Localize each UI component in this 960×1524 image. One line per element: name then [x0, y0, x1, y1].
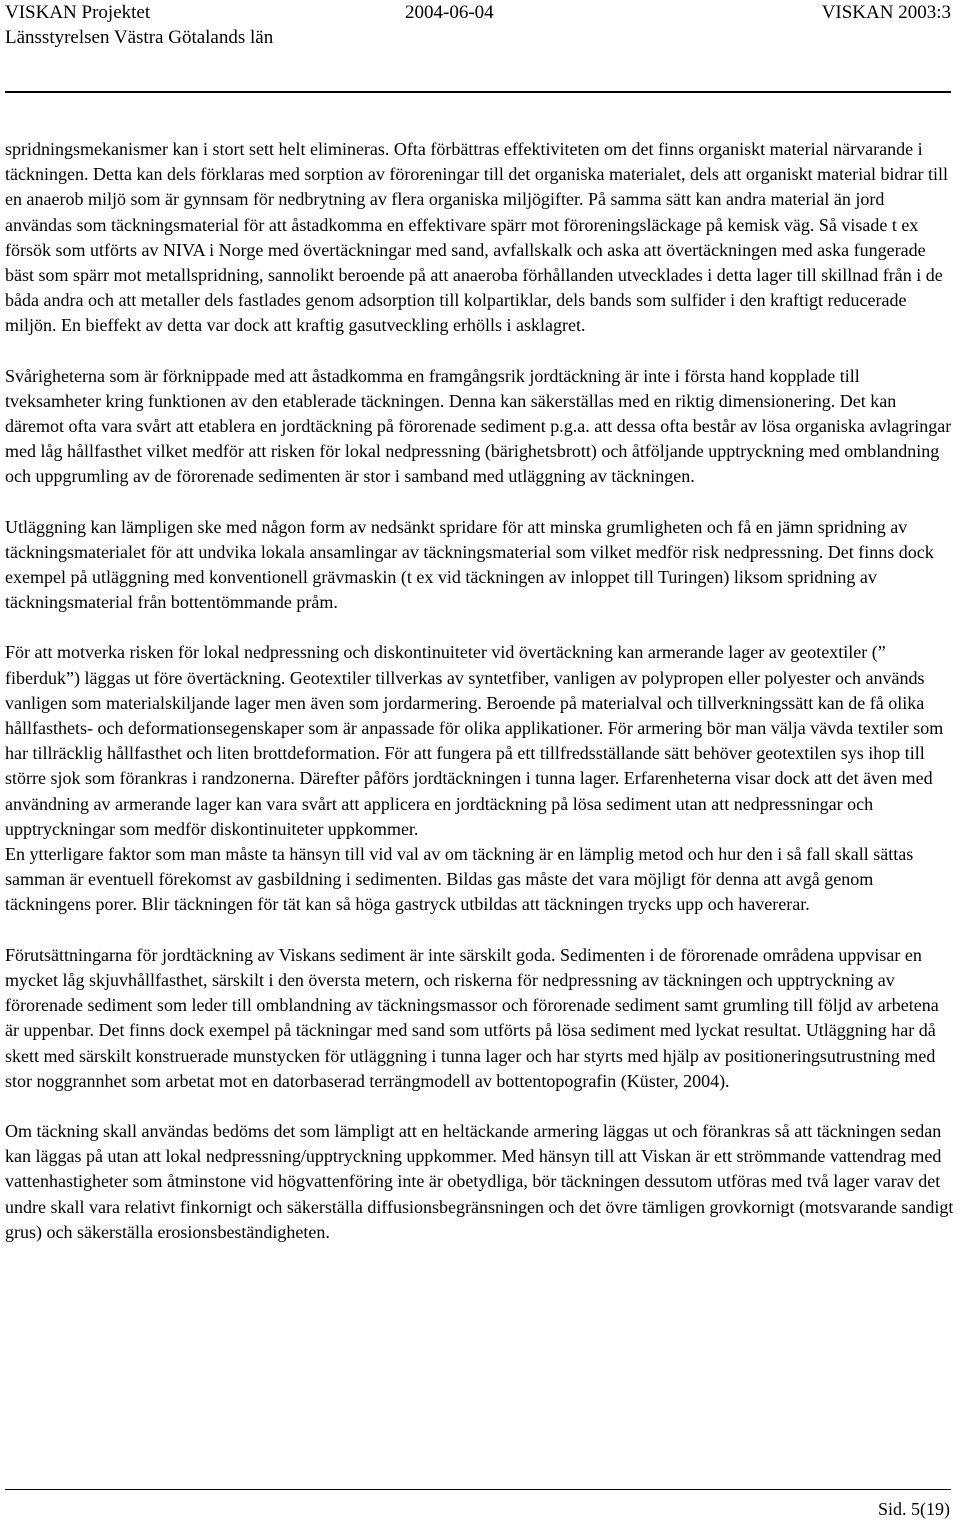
document-body [5, 137, 955, 1270]
paragraph-3: Utläggning kan lämpligen ske med någon form av nedsänkt spridare för att minska grumligheten och få en jämn spridning av täckningsmaterialet för att undvika lokala ansamlingar av täckningsmaterial som vilket medför risk nedpressning. Det finns dock exempel på utläggning med konventionell grävmaskin (t ex vid täckningen av inloppet till Turingen) liksom spridning av täckningsmaterial från bottentömmande pråm. [5, 516, 934, 613]
organization-name: Länsstyrelsen Västra Götalands län [5, 27, 274, 48]
header-row-top [5, 0, 951, 25]
paragraph-1: spridningsmekanismer kan i stort sett helt elimineras. Ofta förbättras effektiviteten om det finns organiskt material närvarande i täckningen. Detta kan dels förklaras med sorption av föroreningar till det organiska materialet, dels att organiskt material bidrar till en anaerob miljö som är gynnsam för nedbrytning av flera organiska miljögifter. På samma sätt kan andra material än jord användas som täckningsmaterial för att åstadkomma en effektivare spärr mot föroreningsläckage på kemisk väg. Så visade t ex försök som utförts av NIVA i Norge med övertäckningar med sand, avfallskalk och aska att övertäckningen med aska fungerade bäst som spärr mot metallspridning, sannolikt beroende på att anaeroba förhållanden utvecklades i detta lager till skillnad från i de båda andra och att metaller dels fastlades genom adsorption till kolpartiklar, dels bands som sulfider i den kraftigt reducerade miljön. En bieffekt av detta var dock att kraftig gasutveckling erhölls i asklagret. [5, 139, 949, 336]
header-divider [5, 91, 951, 93]
paragraph-2: Svårigheterna som är förknippade med att åstadkomma en framgångsrik jordtäckning är inte i första hand kopplade till tveksamheter kring funktionen av den etablerade täckningen. Denna kan säkerställas med en riktig dimensionering. Det kan däremot ofta vara svårt att etablera en jordtäckning på förorenade sediment p.g.a. att dessa ofta består av lösa organiska avlagringar med låg hållfasthet vilket medför att risken för lokal nedpressning (bärighetsbrott) och åtföljande upptryckning med omblandning och uppgrumling av de förorenade sedimenten är stor i samband med utläggning av täckningen. [5, 365, 952, 487]
paragraph-7: Om täckning skall användas bedöms det som lämpligt att en heltäckande armering läggas ut och förankras så att täckningen sedan kan läggas på utan att lokal nedpressning/upptryckning uppkommer. Med hänsyn till att Viskan är ett strömmande vattendrag med vattenhastigheter som åtminstone vid högvattenföring inte är obetydliga, bör täckningen dessutom utföras med två lager varav det undre skall vara relativt finkornigt och säkerställa diffusionsbegränsningen och det övre tämligen grovkornigt (motsvarande sandigt grus) och säkerställa erosionsbeständigheten. [5, 1120, 954, 1242]
project-name: VISKAN Projektet [5, 2, 151, 23]
page-header [5, 0, 951, 50]
paragraph-6: Förutsättningarna för jordtäckning av Viskans sediment är inte särskilt goda. Sedimenten i de förorenade områdena uppvisar en mycket låg skjuvhållfasthet, särskilt i den översta metern, och riskerna för nedpressning av täckningen och upptryckning av förorenade sediment som leder till omblandning av täckningsmassor och förorenade sediment samt grumling till följd av arbetena är uppenbar. Det finns dock exempel på täckningar med sand som utförts på lösa sediment med lyckat resultat. Utläggning har då skett med särskilt konstruerade munstycken för utläggning i tunna lager och har styrts med hjälp av positioneringsutrustning med stor noggrannhet som arbetat mot en datorbaserad terrängmodell av bottentopografin (Küster, 2004). [5, 944, 939, 1091]
footer-divider [5, 1489, 951, 1490]
document-id: VISKAN 2003:3 [821, 2, 951, 23]
paragraph-5: En ytterligare faktor som man måste ta hänsyn till vid val av om täckning är en lämplig metod och hur den i så fall skall sättas samman är eventuell förekomst av gasbildning i sedimenten. Bildas gas måste det vara möjligt för denna att avgå genom täckningens porer. Blir täckningen för tät kan så höga gastryck utbildas att täckningen trycks upp och havererar. [5, 844, 914, 915]
header-row-bottom [5, 25, 951, 50]
document-date: 2004-06-04 [405, 2, 494, 23]
page-number: Sid. 5(19) [878, 1499, 950, 1519]
paragraph-4: För att motverka risken för lokal nedpressning och diskontinuiteter vid övertäckning kan armerande lager av geotextiler (” fiberduk”) läggas ut före övertäckning. Geotextiler tillverkas av syntetfiber, vanligen av polypropen eller polyester och används vanligen som materialskiljande lager men även som jordarmering. Beroende på materialval och tillverkningssätt kan de få olika hållfasthets- och deformationsegenskaper som är anpassade för olika applikationer. För armering bör man välja vävda textiler som har tillräcklig hållfasthet och liten brottdeformation. För att fungera på ett tillfredsställande sätt behöver geotextilen sys ihop till större sjok som förankras i randzonerna. Därefter påförs jordtäckningen i tunna lager. Erfarenheterna visar dock att det även med användning av armerande lager kan vara svårt att applicera en jordtäckning på lösa sediment utan att nedpressningar och upptryckningar som medför diskontinuiteter uppkommer. [5, 642, 944, 839]
